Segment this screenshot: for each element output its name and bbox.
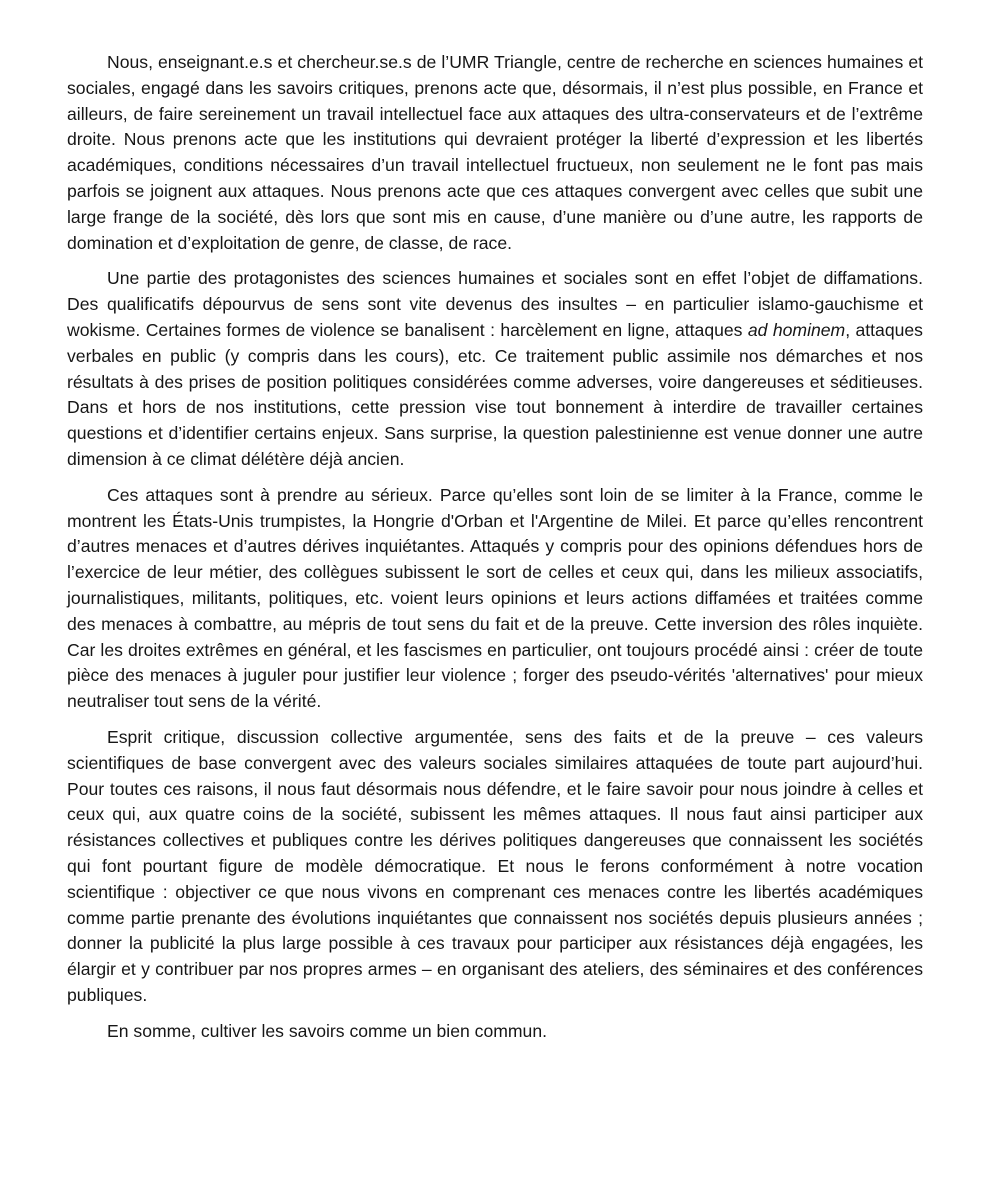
paragraph-text: Une partie des protagonistes des sciences humaines et sociales sont en effet l’objet de diffamations. Des qualificatifs dépourvus de sens sont vite devenus des insultes – en particulier islamo-gauchisme et wokisme. Certaines formes de violence se banalisent : harcèlement en ligne, attaques xyxy=(67,268,923,340)
paragraph-text: Nous, enseignant.e.s et chercheur.se.s de l’UMR Triangle, centre de recherche en sciences humaines et sociales, engagé dans les savoirs critiques, prenons acte que, désormais, il n’est plus possible, en France et ailleurs, de faire sereinement un travail intellectuel face aux attaques des ultra-conservateurs et de l’extrême droite. Nous prenons acte que les institutions qui devraient protéger la liberté d’expression et les libertés académiques, conditions nécessaires d’un travail intellectuel fructueux, non seulement ne le font pas mais parfois se joignent aux attaques. Nous prenons acte que ces attaques convergent avec celles que subit une large frange de la société, dès lors que sont mis en cause, d’une manière ou d’une autre, les rapports de domination et d’exploitation de genre, de classe, de race. xyxy=(67,52,923,253)
paragraph-text: Ces attaques sont à prendre au sérieux. Parce qu’elles sont loin de se limiter à la France, comme le montrent les États-Unis trumpistes, la Hongrie d'Orban et l'Argentine de Milei. Et parce qu’elles rencontrent d’autres menaces et d’autres dérives inquiétantes. Attaqués y compris pour des opinions défendues hors de l’exercice de leur métier, des collègues subissent le sort de celles et ceux qui, dans les milieux associatifs, journalistiques, militants, politiques, etc. voient leurs opinions et leurs actions diffamées et traitées comme des menaces à combattre, au mépris de tout sens du fait et de la preuve. Cette inversion des rôles inquiète. Car les droites extrêmes en général, et les fascismes en particulier, ont toujours procédé ainsi : créer de toute pièce des menaces à juguler pour justifier leur violence ; forger des pseudo-vérités 'alternatives' pour mieux neutraliser tout sens de la vérité. xyxy=(67,484,923,712)
document-page xyxy=(67,50,923,1054)
paragraph-attacks xyxy=(67,483,923,715)
paragraph-critical-spirit xyxy=(67,725,923,1009)
paragraph-intro xyxy=(67,50,923,256)
paragraph-defamation xyxy=(67,266,923,472)
paragraph-text: Esprit critique, discussion collective argumentée, sens des faits et de la preuve – ces valeurs scientifiques de base convergent avec des valeurs sociales similaires attaquées de toute part aujourd’hui. Pour toutes ces raisons, il nous faut désormais nous défendre, et le faire savoir pour nous joindre à celles et ceux qui, aux quatre coins de la société, subissent les mêmes attaques. Il nous faut ainsi participer aux résistances collectives et publiques contre les dérives politiques dangereuses que connaissent les sociétés qui font pourtant figure de modèle démocratique. Et nous le ferons conformément à notre vocation scientifique : objectiver ce que nous vivons en comprenant ces menaces contre les libertés académiques comme partie prenante des évolutions inquiétantes que connaissent nos sociétés depuis plusieurs années ; donner la publicité la plus large possible à ces travaux pour participer aux résistances déjà engagées, les élargir et y contribuer par nos propres armes – en organisant des ateliers, des séminaires et des conférences publiques. xyxy=(67,726,923,1005)
paragraph-text: , attaques verbales en public (y compris dans les cours), etc. Ce traitement public assimile nos démarches et nos résultats à des prises de position politiques considérées comme adverses, voire dangereuses et séditieuses. Dans et hors de nos institutions, cette pression vise tout bonnement à interdire de travailler certaines questions et d’identifier certains enjeux. Sans surprise, la question palestinienne est venue donner une autre dimension à ce climat délétère déjà ancien. xyxy=(67,319,923,469)
paragraph-text: En somme, cultiver les savoirs comme un bien commun. xyxy=(107,1020,547,1041)
paragraph-conclusion xyxy=(67,1019,923,1045)
italic-term: ad hominem xyxy=(747,319,846,340)
